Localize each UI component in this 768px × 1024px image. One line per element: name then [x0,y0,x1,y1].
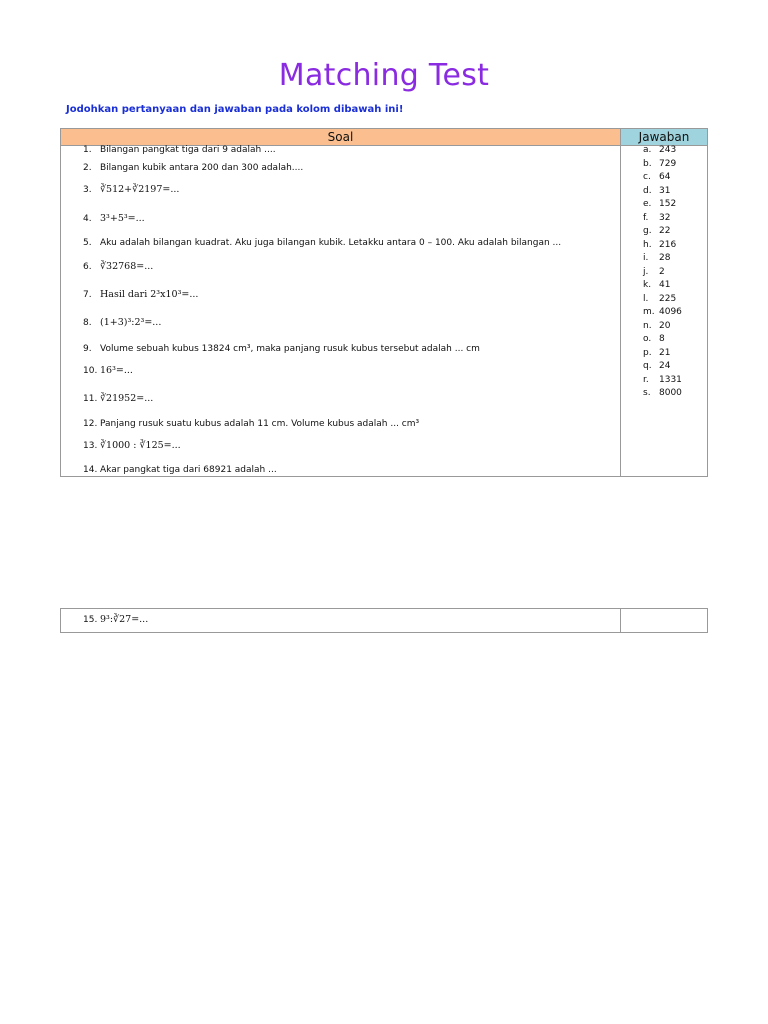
answer-item [643,388,682,399]
answer-letter: m. [643,307,655,317]
question-item [83,145,276,156]
answer-letter: g. [643,226,652,236]
answer-item [643,294,676,305]
answer-letter: j. [643,266,649,277]
answer-letter: a. [643,145,652,155]
answer-value: 1331 [659,374,682,385]
answer-letter: q. [643,361,652,371]
question-number: 1. [83,145,92,155]
answer-value: 8 [659,334,665,344]
answer-item [643,334,665,345]
answer-value: 31 [659,185,671,196]
matching-table-continued [60,608,708,633]
question-number: 13. [83,441,98,451]
answer-letter: k. [643,280,652,290]
question-number: 4. [83,214,92,224]
question-text: Panjang rusuk suatu kubus adalah 11 cm. Volume kubus adalah ... cm³ [100,419,420,429]
answer-value: 729 [659,158,677,169]
answer-value: 20 [659,320,671,331]
answer-item [643,280,670,291]
answer-value: 243 [659,145,677,155]
answer-letter: f. [643,212,649,223]
question-item [83,465,277,476]
question-number: 5. [83,238,92,248]
question-text: ∛32768=... [100,261,154,272]
question-item [83,238,561,249]
answer-letter: e. [643,199,652,209]
question-number: 15. [83,615,98,625]
answer-item [643,213,670,224]
answer-letter: i. [643,253,649,263]
question-text: ∛1000 : ∛125=... [100,440,181,451]
question-item [83,365,133,377]
column-divider [620,146,621,476]
answer-item [643,226,670,237]
answer-item [643,159,676,170]
answer-value: 64 [659,172,671,182]
answer-value: 225 [659,293,677,304]
answer-letter: p. [643,347,652,358]
answer-value: 41 [659,280,671,290]
answer-letter: s. [643,388,651,398]
answer-item [643,240,676,251]
question-text: (1+3)³:2³=... [100,317,162,328]
question-text: ∛512+∛2197=... [100,184,180,195]
question-text: Bilangan kubik antara 200 dan 300 adalah.... [100,163,304,173]
matching-table [60,128,708,477]
question-text: 9³:∛27=... [100,614,149,625]
answer-letter: n. [643,320,652,331]
answer-value: 2 [659,266,665,277]
question-number: 9. [83,344,92,354]
answer-item [643,307,682,318]
answer-value: 22 [659,226,671,236]
answer-item [643,348,670,359]
answer-item [643,186,670,197]
answer-item [643,321,670,332]
question-text: Aku adalah bilangan kuadrat. Aku juga bilangan kubik. Letakku antara 0 – 100. Aku adalah bilangan ... [100,238,562,248]
question-item [83,393,153,405]
header-jawaban: Jawaban [621,129,707,146]
instruction-text: Jodohkan pertanyaan dan jawaban pada kolom dibawah ini! [66,104,404,115]
question-item [83,614,148,626]
answer-item [643,375,682,386]
answer-letter: h. [643,239,652,250]
answer-item [643,145,676,156]
question-item [83,213,145,225]
question-text: 3³+5³=... [100,213,145,224]
question-item [83,184,179,196]
question-number: 7. [83,290,92,300]
question-number: 2. [83,163,92,173]
question-number: 14. [83,465,98,475]
question-number: 8. [83,318,92,328]
answer-letter: b. [643,158,652,169]
question-text: 16³=... [100,365,133,376]
answer-value: 24 [659,361,671,371]
question-item [83,317,161,329]
answer-value: 4096 [659,307,682,317]
page-title: Matching Test [278,58,490,93]
column-divider [620,609,621,632]
question-text: Akar pangkat tiga dari 68921 adalah ... [100,465,277,475]
answer-item [643,361,670,372]
answer-value: 28 [659,253,671,263]
answer-value: 8000 [659,388,682,398]
question-number: 12. [83,419,98,429]
question-item [83,289,198,301]
answer-item [643,172,670,183]
question-text: Bilangan pangkat tiga dari 9 adalah .... [100,145,276,155]
question-text: Hasil dari 2³x10³=... [100,289,199,300]
question-number: 10. [83,366,98,376]
question-item [83,419,419,430]
question-item [83,163,303,174]
answer-item [643,267,665,278]
answer-value: 216 [659,239,677,250]
answer-letter: r. [643,374,649,385]
question-item [83,440,181,452]
answer-item [643,199,676,210]
question-item [83,344,480,355]
answer-letter: o. [643,334,652,344]
question-text: Volume sebuah kubus 13824 cm³, maka panjang rusuk kubus tersebut adalah ... cm [100,344,480,354]
answer-letter: c. [643,172,651,182]
header-soal: Soal [61,129,621,146]
answer-value: 152 [659,199,677,209]
question-number: 6. [83,262,92,272]
answer-letter: d. [643,185,652,196]
question-number: 3. [83,185,92,195]
answer-item [643,253,670,264]
answer-letter: l. [643,293,649,304]
answer-value: 32 [659,212,671,223]
question-text: ∛21952=... [100,393,154,404]
answer-value: 21 [659,347,671,358]
question-item [83,261,153,273]
question-number: 11. [83,394,98,404]
